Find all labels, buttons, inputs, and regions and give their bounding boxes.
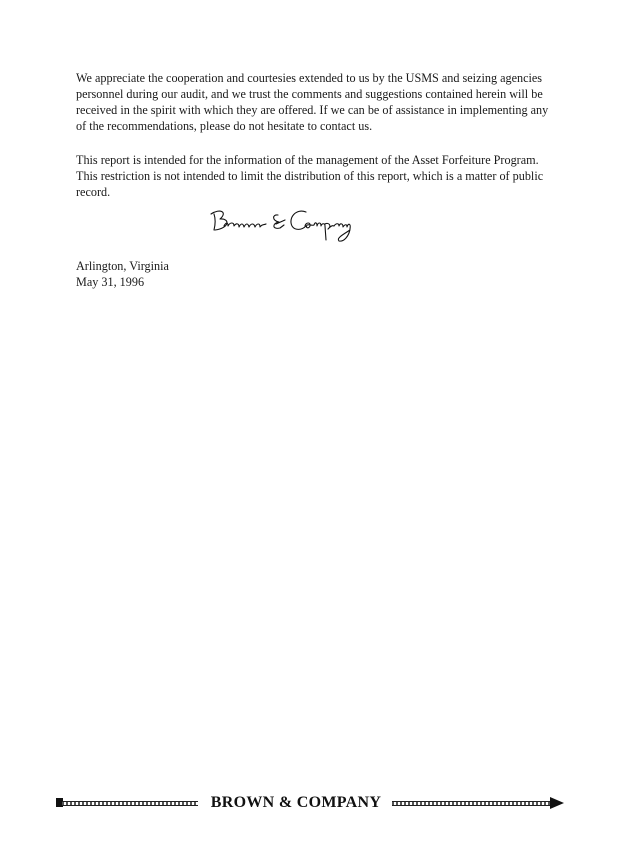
footer-rule-right xyxy=(392,801,552,806)
place: Arlington, Virginia xyxy=(76,259,169,273)
handwritten-signature xyxy=(208,202,358,252)
date: May 31, 1996 xyxy=(76,275,145,289)
restriction-paragraph: This report is intended for the information of the management of the Asset Forfeiture Program. This restriction is not intended to limit the distribution of this report, which is a matter of public record. xyxy=(76,153,544,199)
footer-rule-left xyxy=(62,801,198,806)
footer-firm-name: BROWN & COMPANY xyxy=(210,794,382,811)
place-and-date xyxy=(76,258,169,290)
closing-paragraph: We appreciate the cooperation and courtesies extended to us by the USMS and seizing agencies personnel during our audit, and we trust the comments and suggestions contained herein will be received in the spirit with which they are offered. If we can be of assistance in implementing any of the recommendations, please do not hesitate to contact us. xyxy=(76,71,549,133)
firm-footer xyxy=(56,793,566,813)
footer-arrow-icon xyxy=(550,797,564,809)
